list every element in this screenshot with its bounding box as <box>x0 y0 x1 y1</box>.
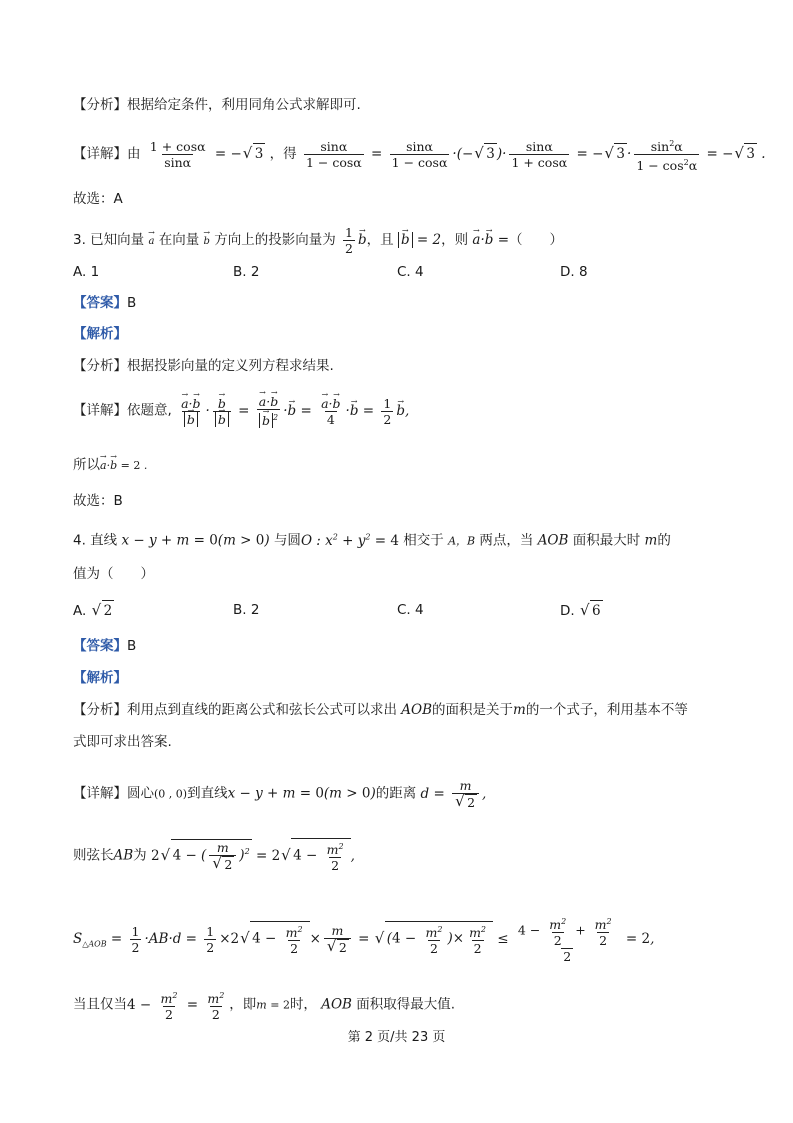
q2-formula-given: $\frac{1 + \cos\alpha}{\sin\alpha}$ = −√ 3 <box>145 146 270 162</box>
cond-equation: 4 − $\frac{m^2}{2}$ = $\frac{m^2}{2}$ <box>127 991 225 1023</box>
line-equation: x − y + m = 0(m > 0) <box>227 785 376 802</box>
explain-tag: 【解析】 <box>73 670 127 686</box>
q3-formula: $\frac{a \to\cdot b \to}{b}$ → · $\frac{b \to}{b}$ → = $\frac{a \to\cdot b \to}{b \to ^2}$ ·b → = $\frac{a \to\cdot b \to}{4}$ ·b → = $\frac{1}{2}$ b →, <box>176 403 409 419</box>
explain-tag: 【解析】 <box>73 326 127 342</box>
q3-stem-a: 在向量 <box>158 232 200 248</box>
option-b: B. 2 <box>233 602 260 618</box>
center-point: (0 , 0) <box>154 787 188 801</box>
analysis-text-c: 的一个式子，利用基本不等 <box>525 702 688 718</box>
triangle-aob: AOB <box>401 702 433 718</box>
q2-detail <box>73 136 766 174</box>
q3-detail <box>73 394 733 428</box>
analysis-tag: 【分析】 <box>73 702 127 718</box>
dot-ab: a →·b → <box>472 232 493 248</box>
q3-stem-b: 方向上的投影向量为 <box>214 232 336 248</box>
analysis-tag: 【分析】 <box>73 358 127 374</box>
q4-detail <box>73 778 733 810</box>
detail-b: 到直线 <box>187 785 228 802</box>
chord-b: 为 <box>133 847 147 864</box>
q4-explain <box>73 668 733 688</box>
cond-b: ，即 <box>229 996 257 1013</box>
chord-ab: AB <box>113 847 134 864</box>
option-a: A. 1 <box>73 264 100 280</box>
q4-stem-d: 面积最大时 <box>572 532 641 549</box>
q3-stem-c: ，且 <box>366 232 394 248</box>
option-a: A. √ 2 <box>73 600 114 621</box>
option-b: B. 2 <box>233 264 260 280</box>
q3-stem-d: ，则 <box>441 232 469 248</box>
q3-stem-e: =（ ） <box>497 232 563 248</box>
var-m: m <box>644 532 658 549</box>
answer-tag: 【答案】 <box>73 295 127 311</box>
q3-result: a →·b → = 2 . <box>100 459 147 472</box>
option-c: C. 4 <box>397 602 424 618</box>
q3-explain <box>73 324 733 344</box>
cond-c: 时， <box>289 996 317 1013</box>
option-d: D. √ 6 <box>560 600 603 621</box>
q4-stem-b: 相交于 <box>403 532 444 549</box>
analysis-text-a: 利用点到直线的距离公式和弦长公式可以求出 <box>127 702 397 718</box>
detail-mid: ，得 <box>269 146 297 163</box>
analysis-text: 根据给定条件，利用同角公式求解即可. <box>127 97 361 113</box>
line-equation: x − y + m = 0(m > 0) <box>121 532 270 549</box>
detail-tag: 【详解】 <box>73 146 127 163</box>
q4-area <box>73 914 733 964</box>
q4-stem <box>73 527 733 552</box>
detail-c: 的距离 <box>375 785 417 802</box>
q4-stem-e: 的 <box>657 532 671 549</box>
q3-stem <box>73 225 733 256</box>
analysis-text: 根据投影向量的定义列方程求结果. <box>127 358 334 374</box>
option-c: C. 4 <box>397 264 424 280</box>
q4-stem-a: 与圆 <box>273 532 301 549</box>
q4-analysis-line2: 式即可求出答案. <box>73 734 172 750</box>
norm-b: b → = 2 <box>398 232 441 248</box>
option-d: D. 8 <box>560 264 588 280</box>
detail-lead: 依题意, <box>127 402 172 419</box>
q4-condition <box>73 988 733 1022</box>
q3-answer <box>73 293 733 313</box>
q3-choose: 故选：B <box>73 493 123 509</box>
m-value: m = 2 <box>256 998 290 1012</box>
answer-value: B <box>127 638 137 654</box>
answer-tag: 【答案】 <box>73 638 127 654</box>
detail-tag: 【详解】 <box>73 402 127 419</box>
chord-formula: 2√ 4 − ( m √ 2 )$^2$ = 2√ 4 − $\frac{m^2}{2}$ , <box>151 848 355 864</box>
q2-formula-derive: $\frac{\sin\alpha}{1 - \cos\alpha}$ = $\frac{\sin\alpha}{1 - \cos\alpha}$ ·(−√ 3 )· $\frac{\sin\alpha}{1 + \cos\alpha}$ = −√ 3 · $\frac{\sin^2\alpha}{1 - \cos^2\alpha}$ = −√ 3 . <box>301 146 766 162</box>
q4-chord <box>73 838 733 873</box>
var-m: m <box>513 702 526 718</box>
triangle-aob: AOB <box>321 996 352 1013</box>
cond-d: 面积取得最大值. <box>356 996 456 1013</box>
so-text: 所以 <box>73 457 100 473</box>
detail-tag: 【详解】 <box>73 785 127 802</box>
q4-stem-c: 两点，当 <box>479 532 534 549</box>
chord-a: 则弦长 <box>73 847 114 864</box>
analysis-tag: 【分析】 <box>73 97 127 113</box>
detail-a: 圆心 <box>127 785 154 802</box>
cond-a: 当且仅当 <box>73 996 127 1013</box>
q4-analysis <box>73 700 733 720</box>
q3-analysis <box>73 356 733 376</box>
q2-choose: 故选：A <box>73 191 123 207</box>
vec-a: a → <box>148 232 154 252</box>
q4-stem-line2: 值为（ ） <box>73 566 154 582</box>
circle-equation: O : $x^2 + y^2 = 4$ <box>300 532 399 549</box>
q4-answer <box>73 636 733 656</box>
vec-b: b → <box>204 232 210 252</box>
points-ab: A，B <box>448 534 476 548</box>
q4-stem-num: 4. 直线 <box>73 532 118 549</box>
triangle-aob: AOB <box>537 532 569 549</box>
q2-analysis <box>73 95 733 115</box>
page-footer: 第 2 页/共 23 页 <box>347 1030 446 1045</box>
q3-so <box>73 455 733 476</box>
projection-expr: $\frac{1}{2}$ b → <box>340 232 367 248</box>
detail-lead: 由 <box>127 146 141 163</box>
area-formula: $S_{\triangle AOB}$ = $\frac{1}{2}$ ·AB·d = $\frac{1}{2}$ ×2√ 4 − $\frac{m^2}{2}$ × m √ 2 = √ (4 − $\frac{m^2}{2}$ )× $\frac{m^2}{2}$ ≤ 4 − $\frac{m^2}{2}$ + $\frac{m^2}{2}$ 2 = 2, <box>73 931 654 947</box>
q3-stem-num: 3. 已知向量 <box>73 232 145 248</box>
answer-value: B <box>127 295 137 311</box>
analysis-text-b: 的面积是关于 <box>432 702 514 718</box>
distance-formula: d = m √ 2 , <box>421 786 487 802</box>
